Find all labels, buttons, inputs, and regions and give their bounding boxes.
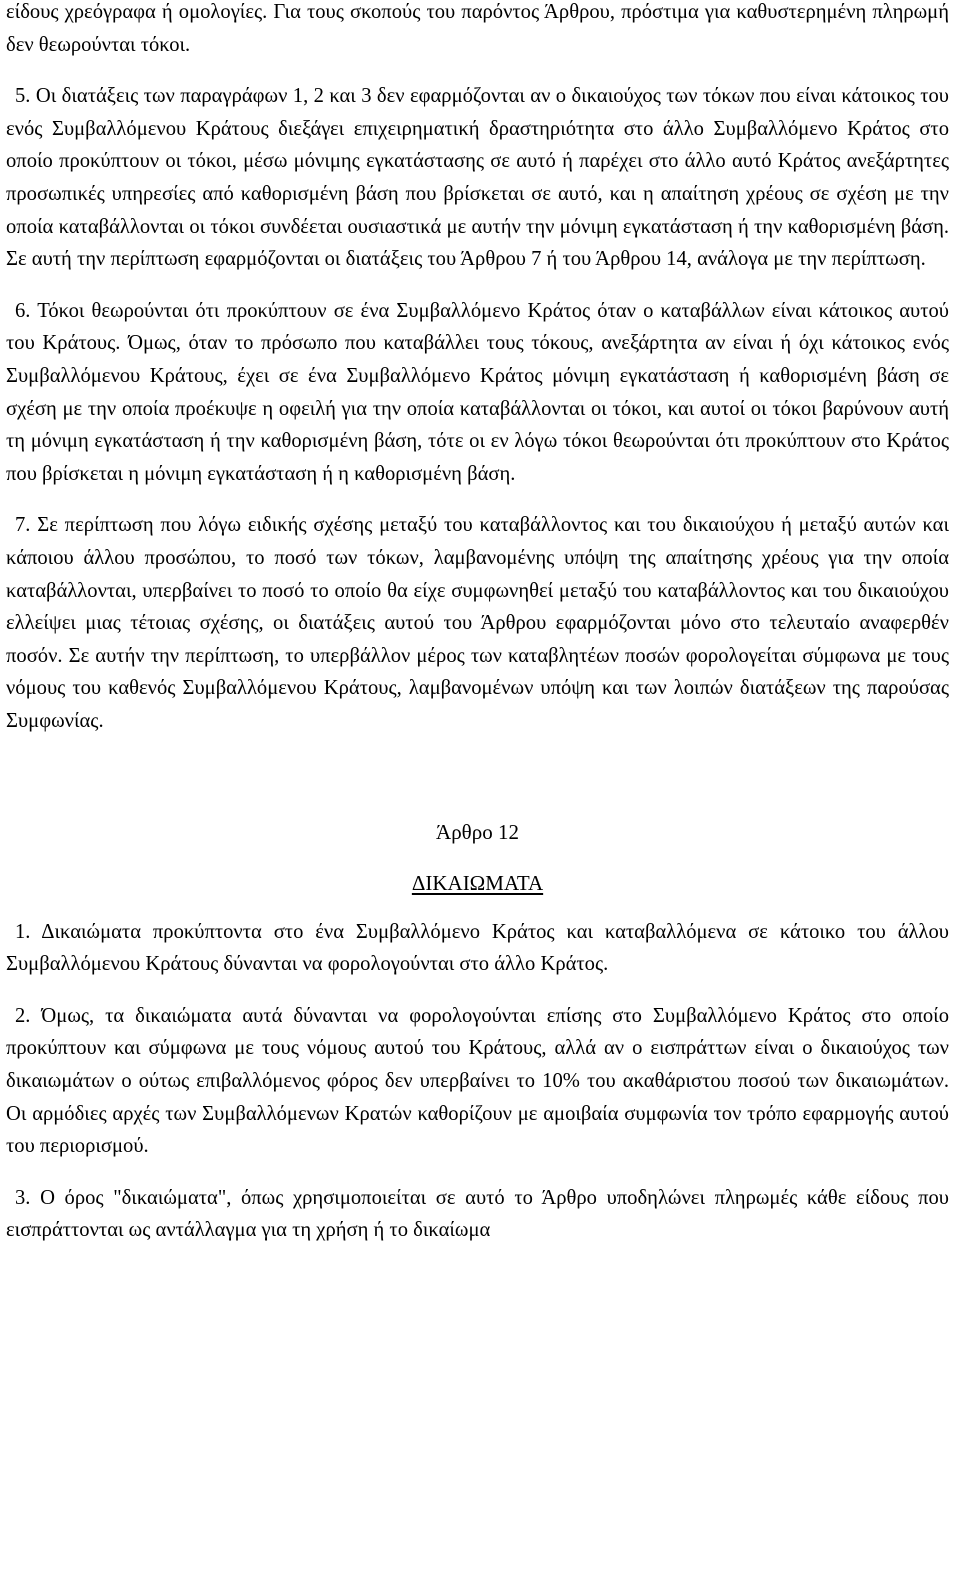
paragraph-number: 5. <box>15 85 31 108</box>
paragraph-number: 6. <box>15 299 31 322</box>
paragraph-number: 7. <box>15 514 31 537</box>
paragraph-text: Όμως, τα δικαιώματα αυτά δύνανται να φορολογούνται επίσης στο Συμβαλλόμενο Κράτος στο οποίο προκύπτουν και σύμφωνα με τους νόμους αυτού του Κράτους, αλλά αν ο εισπράττων είναι ο δικαιούχος των δικαιωμάτων ο ούτως επιβαλλόμενος φόρος δεν υπερβαίνει το 10% του ακαθάριστου ποσού των δικαιωμάτων. Οι αρμόδιες αρχές των Συμβαλλόμενων Κρατών καθορίζουν με αμοιβαία συμφωνία τον τρόπο εφαρμογής αυτού του περιορισμού. <box>6 1004 949 1158</box>
document-page <box>6 0 949 1247</box>
paragraph-number: 2. <box>15 1004 31 1027</box>
article-12-paragraph-3 <box>6 1182 949 1247</box>
paragraph-text: είδους χρεόγραφα ή ομολογίες. Για τους σκοπούς του παρόντος Άρθρου, πρόστιμα για καθυστερημένη πληρωμή δεν θεωρούνται τόκοι. <box>6 1 949 56</box>
paragraph-continuation <box>6 0 949 61</box>
paragraph-text: Δικαιώματα προκύπτοντα στο ένα Συμβαλλόμενο Κράτος και καταβαλλόμενα σε κάτοικο του άλλου Συμβαλλόμενου Κράτους δύνανται να φορολογούνται στο άλλο Κράτος. <box>6 920 949 976</box>
paragraph-6 <box>6 295 949 491</box>
article-12-paragraph-2 <box>6 1000 949 1163</box>
paragraph-text: Τόκοι θεωρούνται ότι προκύπτουν σε ένα Συμβαλλόμενο Κράτος όταν ο καταβάλλων είναι κάτοικος αυτού του Κράτους. Όμως, όταν το πρόσωπο που καταβάλλει τους τόκους, ανεξάρτητα αν είναι ή όχι κάτοικος ενός Συμβαλλόμενου Κράτους, έχει σε ένα Συμβαλλόμενο Κράτος μόνιμη εγκατάσταση ή καθορισμένη βάση σε σχέση με την οποία προέκυψε η οφειλή για την οποία καταβάλλονται οι τόκοι, και αυτοί οι τόκοι βαρύνουν αυτή τη μόνιμη εγκατάσταση ή την καθορισμένη βάση, τότε οι εν λόγω τόκοι θεωρούνται ότι προκύπτουν στο Κράτος που βρίσκεται η μόνιμη εγκατάσταση ή η καθορισμένη βάση. <box>6 299 949 485</box>
paragraph-7 <box>6 509 949 737</box>
paragraph-text: Οι διατάξεις των παραγράφων 1, 2 και 3 δεν εφαρμόζονται αν ο δικαιούχος των τόκων που είναι κάτοικος του ενός Συμβαλλόμενου Κράτους διεξάγει επιχειρηματική δραστηριότητα στο άλλο Συμβαλλόμενο Κράτος στο οποίο προκύπτουν οι τόκοι, μέσω μόνιμης εγκατάστασης σε αυτό ή παρέχει στο άλλο αυτό Κράτος ανεξάρτητες προσωπικές υπηρεσίες από καθορισμένη βάση που βρίσκεται σε αυτό, και η απαίτηση χρέους σε σχέση με την οποία καταβάλλονται οι τόκοι συνδέεται ουσιαστικά με αυτήν την μόνιμη εγκατάσταση ή την καθορισμένη βάση. Σε αυτή την περίπτωση εφαρμόζονται οι διατάξεις του Άρθρου 7 ή του Άρθρου 14, ανάλογα με την περίπτωση. <box>6 85 949 271</box>
paragraph-text: Σε περίπτωση που λόγω ειδικής σχέσης μεταξύ του καταβάλλοντος και του δικαιούχου ή μεταξύ αυτών και κάποιου άλλου προσώπου, το ποσό των τόκων, λαμβανομένης υπόψη της απαίτησης χρέους για την οποία καταβάλλονται, υπερβαίνει το ποσό το οποίο θα είχε συμφωνηθεί μεταξύ του καταβάλλοντος και του δικαιούχου ελλείψει μιας τέτοιας σχέσης, οι διατάξεις αυτού του Άρθρου εφαρμόζονται μόνο στο τελευταίο αναφερθέν ποσόν. Σε αυτήν την περίπτωση, το υπερβάλλον μέρος των καταβλητέων ποσών φορολογείται σύμφωνα με τους νόμους του καθενός Συμβαλλόμενου Κράτους, λαμβανομένων υπόψη και των λοιπών διατάξεων της παρούσας Συμφωνίας. <box>6 514 949 732</box>
article-title <box>6 867 949 900</box>
paragraph-5 <box>6 80 949 276</box>
article-12-paragraph-1 <box>6 916 949 981</box>
paragraph-text: Ο όρος "δικαιώματα", όπως χρησιμοποιείται σε αυτό το Άρθρο υποδηλώνει πληρωμές κάθε είδους που εισπράττονται ως αντάλλαγμα για τη χρήση ή το δικαίωμα <box>6 1186 950 1242</box>
article-heading: Άρθρο 12 <box>436 820 519 845</box>
article-title-text: ΔΙΚΑΙΩΜΑΤΑ <box>411 871 544 896</box>
paragraph-number: 3. <box>15 1186 31 1209</box>
paragraph-number: 1. <box>15 920 31 943</box>
